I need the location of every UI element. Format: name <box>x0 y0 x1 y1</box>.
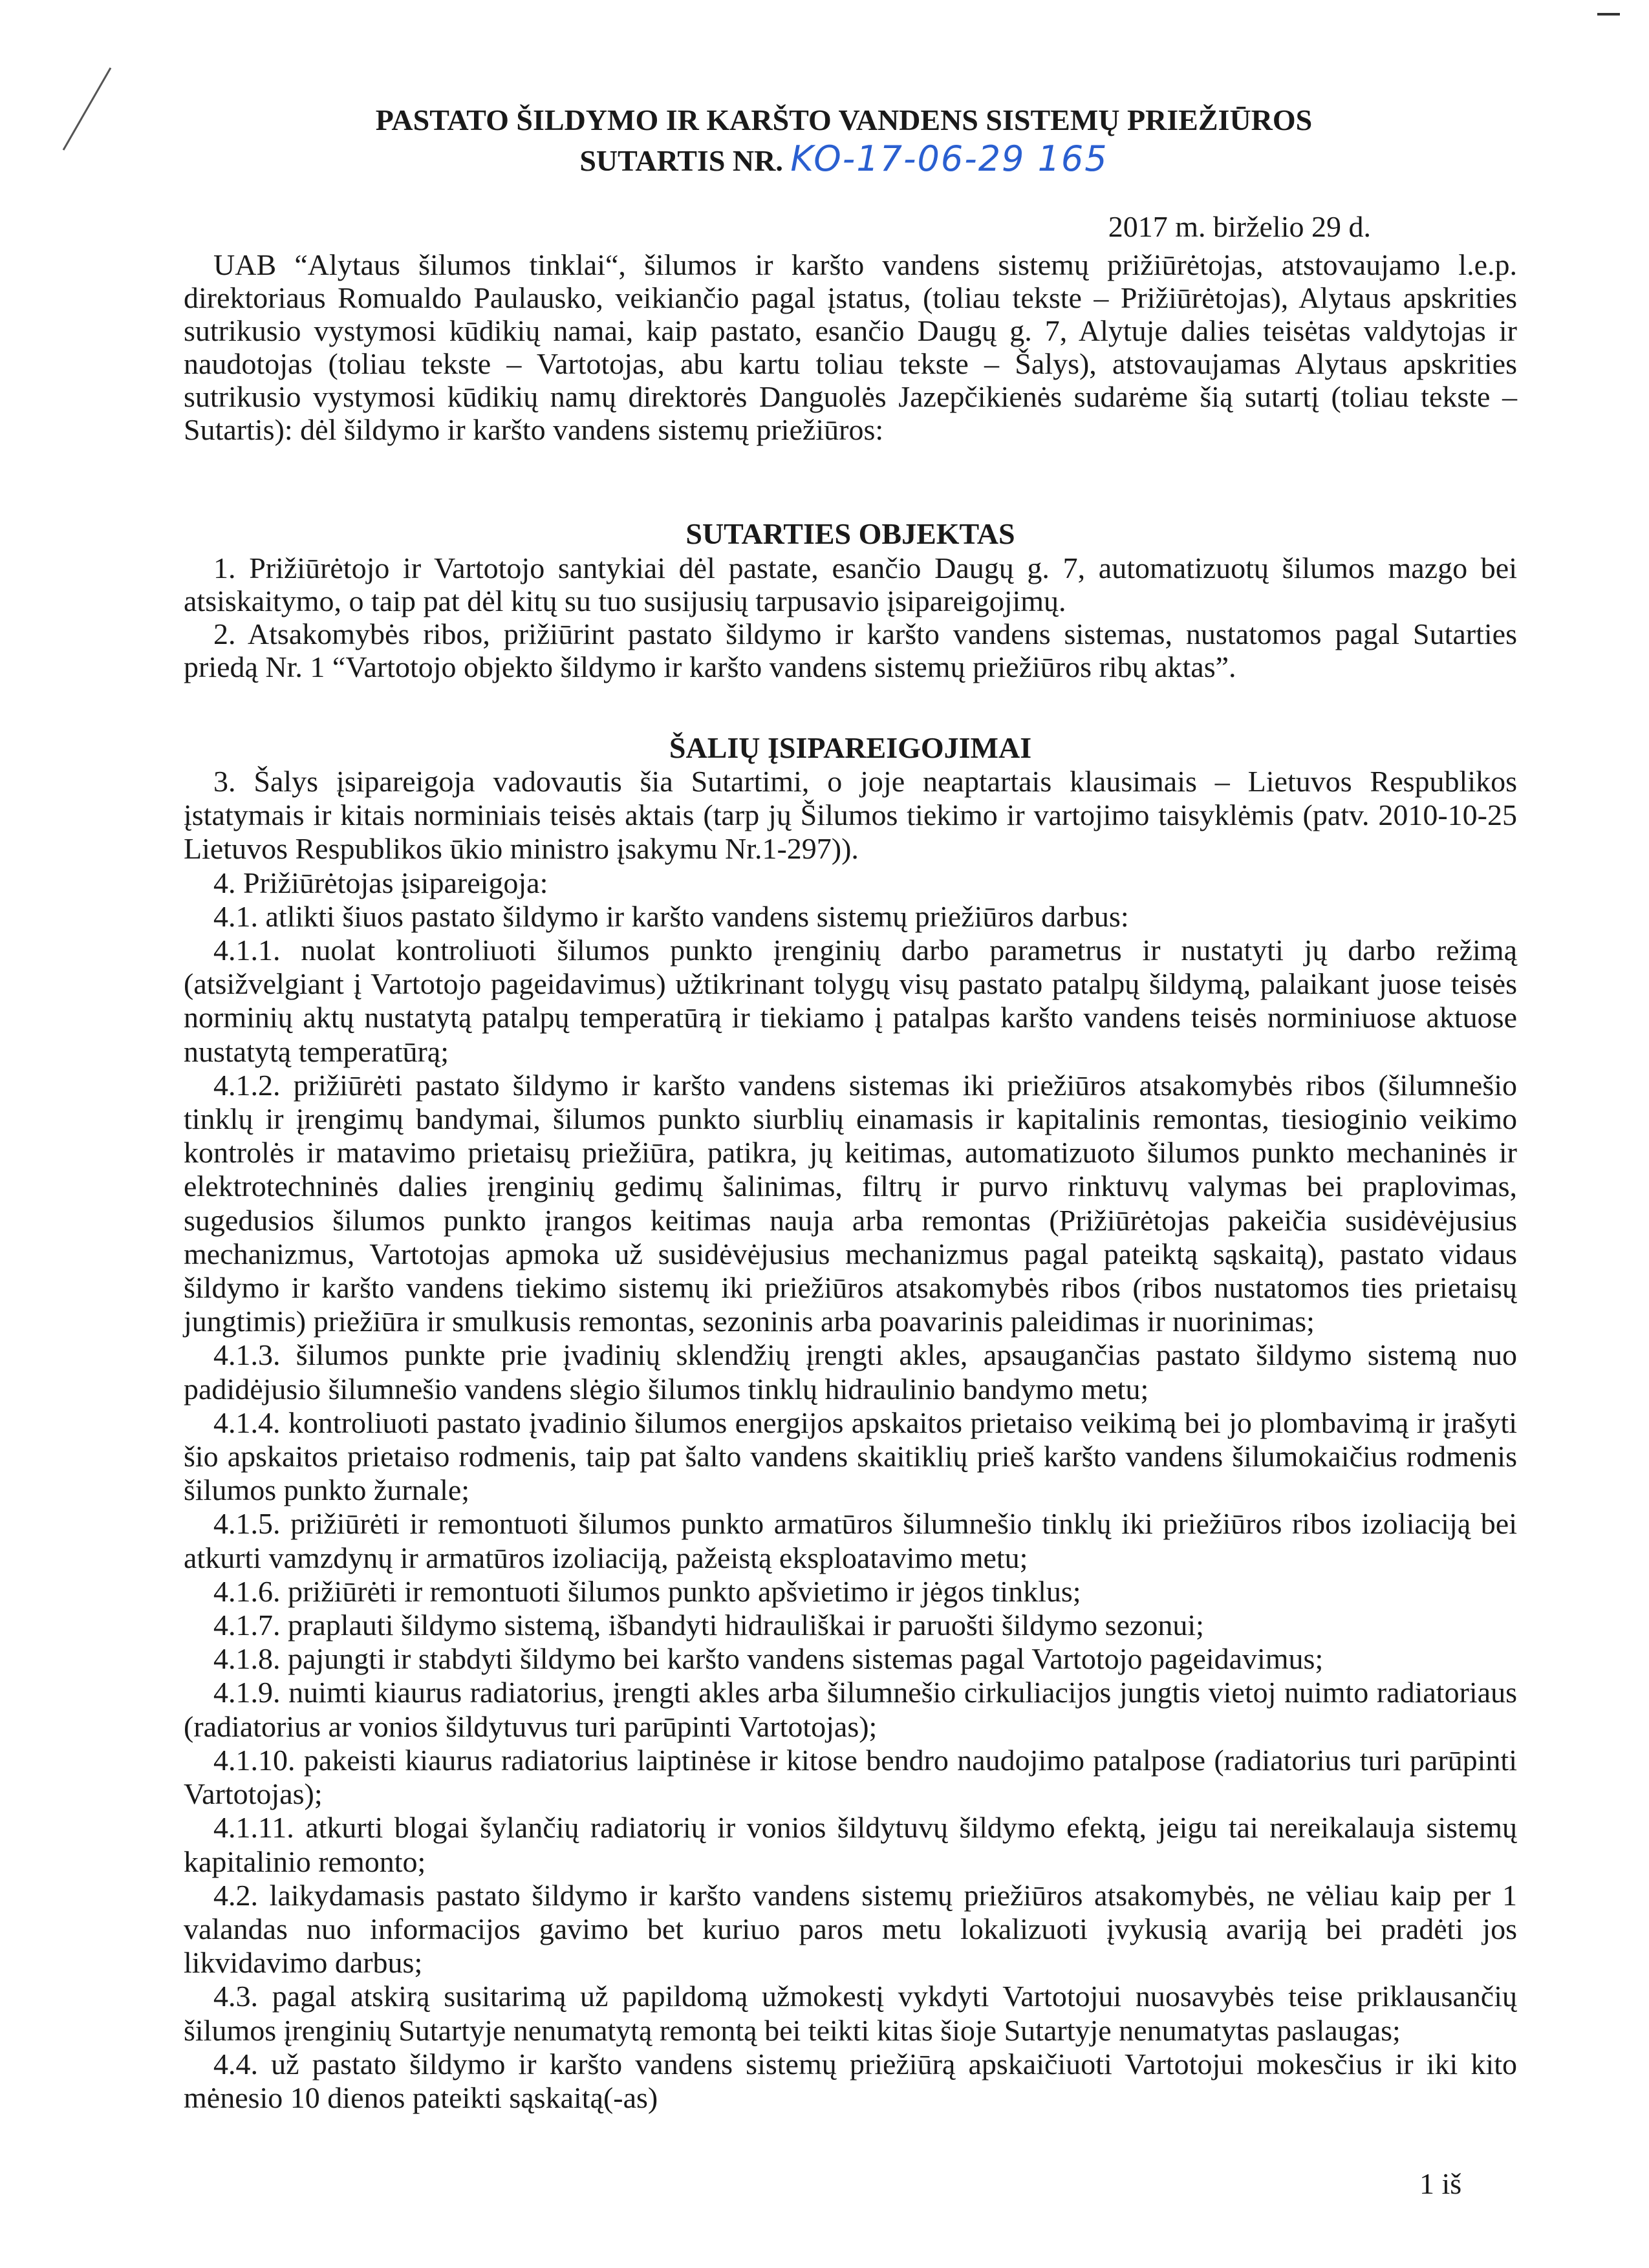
section-heading-isipareigojimai: ŠALIŲ ĮSIPAREIGOJIMAI <box>669 731 1032 764</box>
clause-paragraph: 4.3. pagal atskirą susitarimą už papildomą užmokestį vykdyti Vartotojui nuosavybės teise priklausančių šilumos įrenginių Sutartyje nenumatytą remontą bei teikti kitas šioje Sutartyje nenumatytas paslaugas; <box>184 1980 1517 2047</box>
clause-paragraph: 4.1.11. atkurti blogai šylančių radiatorių ir vonios šildytuvų šildymo efektą, jeigu tai nereikalauja sistemų kapitalinio remonto; <box>184 1811 1517 1878</box>
clause-paragraph: 4.1.5. prižiūrėti ir remontuoti šilumos punkto armatūros šilumnešio tinklų iki priežiūros ribos izoliaciją bei atkurti vamzdynų ir armatūros izoliaciją, pažeistą eksploatavimo metu; <box>184 1507 1517 1574</box>
clause-paragraph: 4.1.2. prižiūrėti pastato šildymo ir karšto vandens sistemas iki priežiūros atsakomybės ribos (šilumnešio tinklų ir įrengimų bandymai, šilumos punkto siurblių einamasis ir kapitalinis remontas, tiesioginio veikimo kontrolės ir matavimo prietaisų priežiūra, patikra, jų keitimas, automatizuoto šilumos punkto mechaninės ir elektrotechninės dalies įrenginių gedimų šalinimas, filtrų ir purvo rinktuvų valymas bei praplovimas, sugedusios šilumos punkto įrangos keitimas nauja arba remontas (Prižiūrėtojas pakeičia susidėvėjusius mechanizmus, Vartotojas apmoka už susidėvėjusius mechanizmus pagal pateiktą sąskaitą), pastato vidaus šildymo ir karšto vandens tiekimo sistemų iki priežiūros atsakomybės ribos (ribos nustatomos ties prietaisų jungtimis) priežiūra ir smulkusis remontas, sezoninis arba poavarinis paleidimas ir nuorinimas; <box>184 1068 1517 1338</box>
section1-body <box>184 551 1517 683</box>
page-number: 1 iš <box>1419 2167 1462 2200</box>
intro-paragraph: UAB “Alytaus šilumos tinklai“, šilumos ir karšto vandens sistemų prižiūrėtojas, atstovaujamo l.e.p. direktoriaus Romualdo Paulausko, veikiančio pagal įstatus, (toliau tekste – Prižiūrėtojas), Alytaus apskrities sutrikusio vystymosi kūdikių namai, kaip pastato, esančio Daugų g. 7, Alytuje dalies teisėtas valdytojas ir naudotojas (toliau tekste – Vartotojas, abu kartu toliau tekste – Šalys), atstovaujamas Alytaus apskrities sutrikusio vystymosi kūdikių namų direktorės Danguolės Jazepčikienės sudarėme šią sutartį (toliau tekste – Sutartis): dėl šildymo ir karšto vandens sistemų priežiūros: <box>184 248 1517 446</box>
clause-paragraph: 4.4. už pastato šildymo ir karšto vandens sistemų priežiūrą apskaičiuoti Vartotojui mokesčius ir iki kito mėnesio 10 dienos pateikti sąskaitą(-as) <box>184 2047 1517 2114</box>
clause-paragraph: 3. Šalys įsipareigoja vadovautis šia Sutartimi, o joje neaptartais klausimais – Lietuvos Respublikos įstatymais ir kitais norminiais teisės aktais (tarp jų Šilumos tiekimo ir vartojimo taisyklėmis (patv. 2010-10-25 Lietuvos Respublikos ūkio ministro įsakymu Nr.1-297)). <box>184 765 1517 866</box>
handwritten-contract-number: KO-17-06-29 165 <box>790 138 1108 179</box>
clause-paragraph: 4.1.1. nuolat kontroliuoti šilumos punkto įrenginių darbo parametrus ir nustatyti jų darbo režimą (atsižvelgiant į Vartotojo pageidavimus) užtikrinant tolygų visų pastato patalpų šildymą, palaikant juose teisės norminių aktų nustatytą patalpų temperatūrą ir tiekiamo į patalpas karšto vandens teisės norminiuose aktuose nustatytą temperatūrą; <box>184 934 1517 1068</box>
clause-paragraph: 4.1.6. prižiūrėti ir remontuoti šilumos punkto apšvietimo ir jėgos tinklus; <box>213 1574 1081 1608</box>
contract-number-label: SUTARTIS NR. <box>579 144 783 177</box>
section-heading-objektas: SUTARTIES OBJEKTAS <box>685 517 1015 550</box>
contract-date: 2017 m. birželio 29 d. <box>1108 210 1371 243</box>
section2-body <box>184 765 1517 2115</box>
clause-paragraph: 1. Prižiūrėtojo ir Vartotojo santykiai dėl pastate, esančio Daugų g. 7, automatizuotų šilumos mazgo bei atsiskaitymo, o taip pat dėl kitų su tuo susijusių tarpusavio įsipareigojimų. <box>184 551 1517 617</box>
clause-paragraph: 2. Atsakomybės ribos, prižiūrint pastato šildymo ir karšto vandens sistemas, nustatomos pagal Sutarties priedą Nr. 1 “Vartotojo objekto šildymo ir karšto vandens sistemų priežiūros ribų aktas”. <box>184 617 1517 683</box>
clause-paragraph: 4. Prižiūrėtojas įsipareigoja: <box>213 866 548 899</box>
intro-paragraph-block <box>184 248 1517 446</box>
contract-number-line <box>0 140 1649 180</box>
clause-paragraph: 4.1.3. šilumos punkte prie įvadinių sklendžių įrengti akles, apsaugančias pastato šildymo sistemą nuo padidėjusio šilumnešio vandens slėgio šilumos tinklų hidraulinio bandymo metu; <box>184 1338 1517 1406</box>
clause-paragraph: 4.1. atlikti šiuos pastato šildymo ir karšto vandens sistemų priežiūros darbus: <box>213 899 1129 933</box>
clause-paragraph: 4.2. laikydamasis pastato šildymo ir karšto vandens sistemų priežiūros atsakomybės, ne vėliau kaip per 1 valandas nuo informacijos gavimo bet kuriuo paros metu lokalizuoti įvykusią avariją bei pradėti jos likvidavimo darbus; <box>184 1878 1517 1980</box>
clause-paragraph: 4.1.9. nuimti kiaurus radiatorius, įrengti akles arba šilumnešio cirkuliacijos jungtis vietoj nuimto radiatoriaus (radiatorius ar vonios šildytuvus turi parūpinti Vartotojas); <box>184 1676 1517 1743</box>
clause-paragraph: 4.1.8. pajungti ir stabdyti šildymo bei karšto vandens sistemas pagal Vartotojo pageidavimus; <box>213 1642 1324 1676</box>
clause-paragraph: 4.1.4. kontroliuoti pastato įvadinio šilumos energijos apskaitos prietaiso veikimą bei jo plombavimą ir įrašyti šio apskaitos prietaiso rodmenis, taip pat šalto vandens skaitiklių prieš karšto vandens šilumokaičius rodmenis šilumos punkto žurnale; <box>184 1406 1517 1507</box>
clause-paragraph: 4.1.10. pakeisti kiaurus radiatorius laiptinėse ir kitose bendro naudojimo patalpose (radiatorius turi parūpinti Vartotojas); <box>184 1743 1517 1811</box>
document-title: PASTATO ŠILDYMO IR KARŠTO VANDENS SISTEMŲ PRIEŽIŪROS <box>375 103 1313 136</box>
clause-paragraph: 4.1.7. praplauti šildymo sistemą, išbandyti hidrauliškai ir paruošti šildymo sezonui; <box>213 1609 1204 1642</box>
